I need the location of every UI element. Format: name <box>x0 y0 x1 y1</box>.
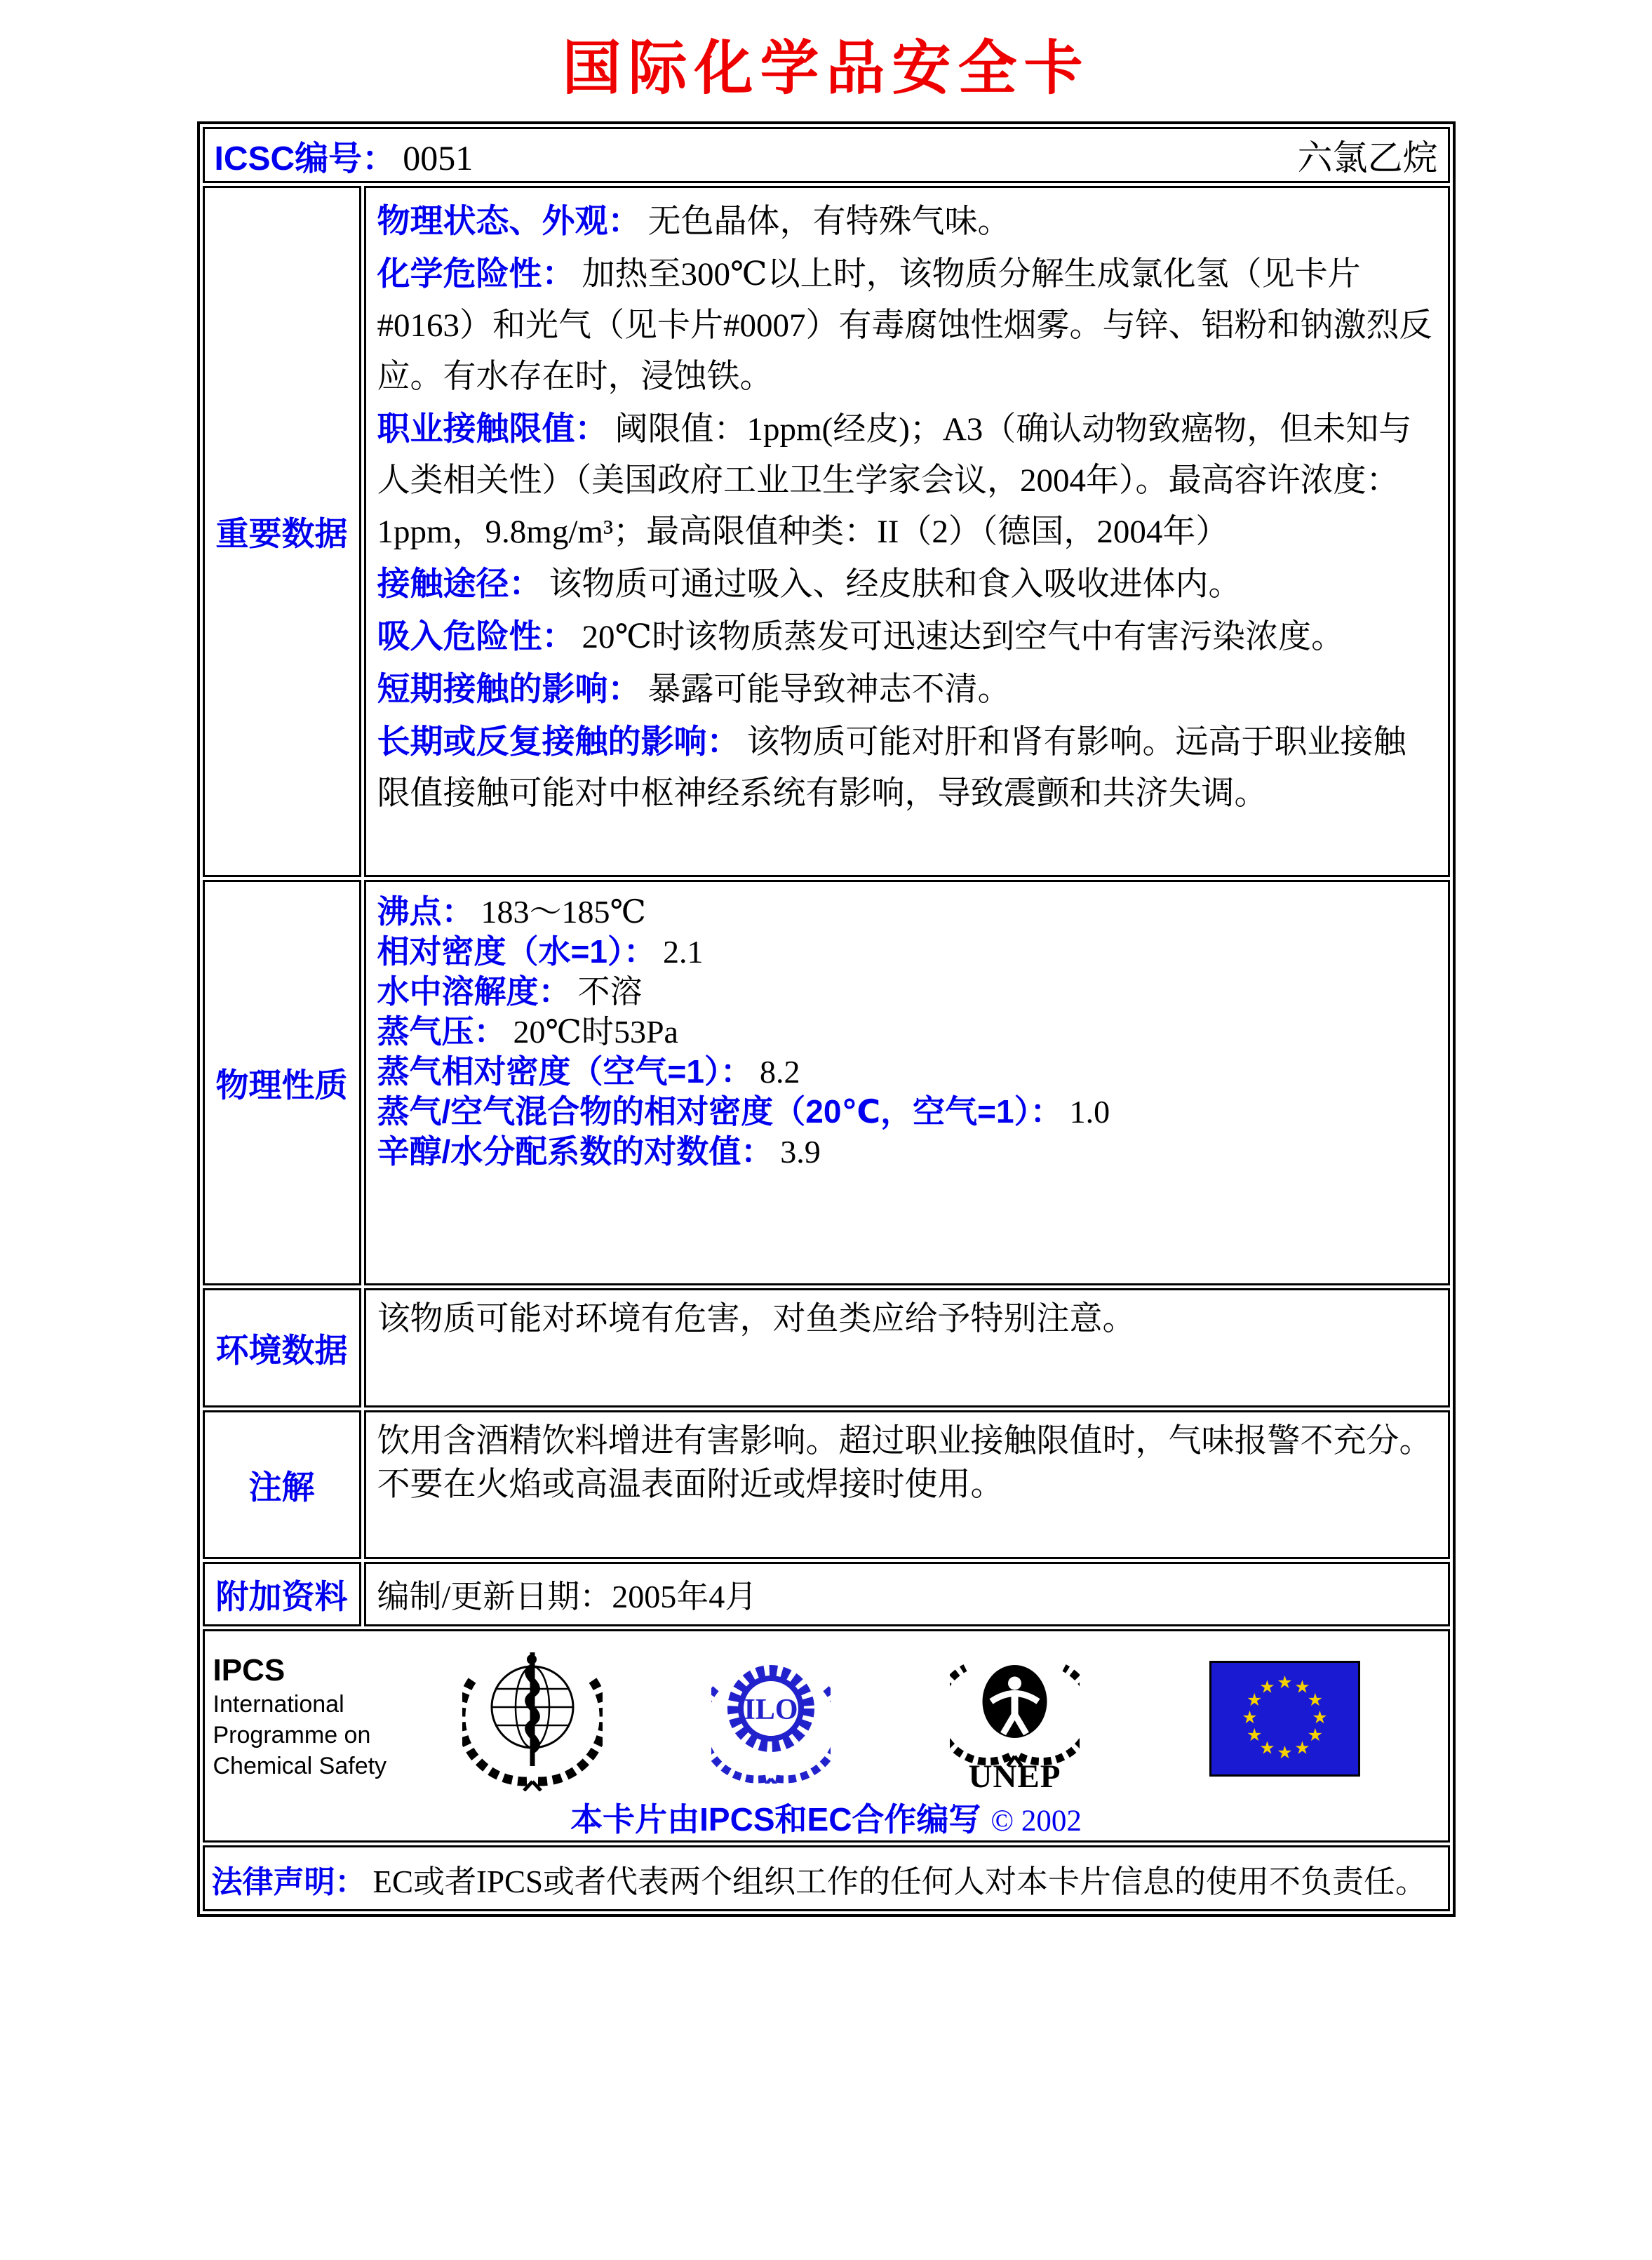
important-item: 长期或反复接触的影响： 该物质可能对肝和肾有影响。远高于职业接触限值接触可能对中枢神经系统有影响，导致震颤和共济失调。 <box>377 723 1406 812</box>
svg-text:★: ★ <box>1241 1707 1258 1727</box>
important-data-label-cell <box>203 186 361 877</box>
svg-text:★: ★ <box>1294 1737 1310 1758</box>
legal-text: EC或者IPCS或者代表两个组织工作的任何人对本卡片信息的使用不负责任。 <box>372 1864 1428 1899</box>
physical-properties-label-cell <box>203 880 361 1285</box>
logos-cell <box>203 1629 1450 1843</box>
notes-row <box>203 1410 1450 1559</box>
logos-strip <box>205 1631 1448 1793</box>
logos-row <box>203 1629 1450 1843</box>
svg-text:★: ★ <box>1307 1725 1323 1745</box>
environmental-data-label-cell <box>203 1288 361 1408</box>
important-data-row <box>203 186 1450 877</box>
who-logo-icon <box>462 1643 603 1791</box>
icsc-number-value: 0051 <box>403 138 474 178</box>
important-item: 接触途径： 该物质可通过吸入、经皮肤和食入吸收进体内。 <box>377 565 1242 603</box>
additional-info-row <box>203 1562 1450 1626</box>
property-item: 蒸气相对密度（空气=1）： 8.2 <box>377 1053 800 1090</box>
environmental-data-side-label: 环境数据 <box>215 1331 348 1369</box>
notes-side-label: 注解 <box>248 1468 315 1506</box>
property-item: 蒸气压： 20℃时53Pa <box>377 1013 678 1050</box>
header-row <box>203 127 1450 183</box>
icsc-number <box>215 131 474 180</box>
header-cell <box>203 127 1450 183</box>
svg-text:★: ★ <box>1246 1690 1262 1710</box>
svg-text:★: ★ <box>1258 1737 1275 1758</box>
important-item: 物理状态、外观： 无色晶体，有特殊气味。 <box>377 202 1011 240</box>
physical-properties-content <box>364 880 1450 1285</box>
svg-text:★: ★ <box>1276 1742 1293 1763</box>
legal-row <box>203 1845 1450 1911</box>
environmental-data-content: 该物质可能对环境有危害，对鱼类应给予特别注意。 <box>364 1288 1450 1408</box>
physical-properties-side-label: 物理性质 <box>215 1066 348 1104</box>
svg-text:★: ★ <box>1311 1707 1328 1727</box>
important-item: 化学危险性： 加热至300℃以上时，该物质分解生成氯化氢（见卡片#0163）和光气（见卡片#0007）有毒腐蚀性烟雾。与锌、铝粉和钠激烈反应。有水存在时，浸蚀铁。 <box>377 255 1432 395</box>
legal-label: 法律声明： <box>211 1864 366 1899</box>
credit-text: 本卡片由IPCS和EC合作编写 <box>570 1801 981 1838</box>
additional-info-label-cell <box>203 1562 361 1626</box>
svg-text:★: ★ <box>1276 1672 1293 1692</box>
page-title: 国际化学品安全卡 <box>562 36 1090 102</box>
copyright-text: © 2002 <box>990 1805 1082 1838</box>
ipcs-text-block: IPCS International Programme on Chemical Safety <box>213 1643 424 1781</box>
ipcs-acronym: IPCS <box>213 1653 286 1687</box>
icsc-card-table <box>197 121 1456 1917</box>
property-item: 水中溶解度： 不溶 <box>377 973 643 1010</box>
property-item: 沸点： 183～185℃ <box>377 893 646 930</box>
chemical-name: 六氯乙烷 <box>1297 138 1438 178</box>
additional-info-side-label: 附加资料 <box>215 1577 348 1615</box>
additional-info-content: 编制/更新日期：2005年4月 <box>364 1562 1450 1626</box>
important-data-side-label: 重要数据 <box>215 515 348 552</box>
svg-text:★: ★ <box>1307 1690 1323 1710</box>
environmental-data-row <box>203 1288 1450 1408</box>
svg-text:★: ★ <box>1294 1676 1310 1697</box>
property-item: 相对密度（水=1）： 2.1 <box>377 933 704 970</box>
important-item: 吸入危险性： 20℃时该物质蒸发可迅速达到空气中有害污染浓度。 <box>377 617 1345 655</box>
svg-text:UNEP: UNEP <box>968 1758 1061 1793</box>
property-item: 辛醇/水分配系数的对数值： 3.9 <box>377 1133 821 1170</box>
notes-label-cell <box>203 1410 361 1559</box>
notes-content: 饮用含酒精饮料增进有害影响。超过职业接触限值时，气味报警不充分。不要在火焰或高温表面附近或焊接时使用。 <box>364 1410 1450 1559</box>
svg-text:★: ★ <box>1258 1676 1275 1697</box>
legal-cell <box>203 1845 1450 1911</box>
svg-text:★: ★ <box>1246 1725 1262 1745</box>
svg-text:ILO: ILO <box>743 1694 798 1726</box>
important-item: 职业接触限值： 阈限值：1ppm(经皮)；A3（确认动物致癌物，但未知与人类相关性）（美国政府工业卫生学家会议，2004年）。最高容许浓度：1ppm，9.8mg/m³；最高限值种类：II（2）（德国，2004年） <box>377 410 1412 550</box>
eu-flag-icon <box>1209 1661 1360 1777</box>
icsc-number-label: ICSC编号： <box>214 140 396 178</box>
important-item: 短期接触的影响： 暴露可能导致神志不清。 <box>377 670 1011 708</box>
ilo-logo-icon <box>711 1647 831 1784</box>
physical-properties-row <box>203 880 1450 1285</box>
important-data-content <box>364 186 1450 877</box>
unep-logo-icon <box>950 1645 1080 1793</box>
property-item: 蒸气/空气混合物的相对密度（20℃，空气=1）： 1.0 <box>377 1093 1110 1130</box>
credit-line <box>205 1794 1448 1840</box>
